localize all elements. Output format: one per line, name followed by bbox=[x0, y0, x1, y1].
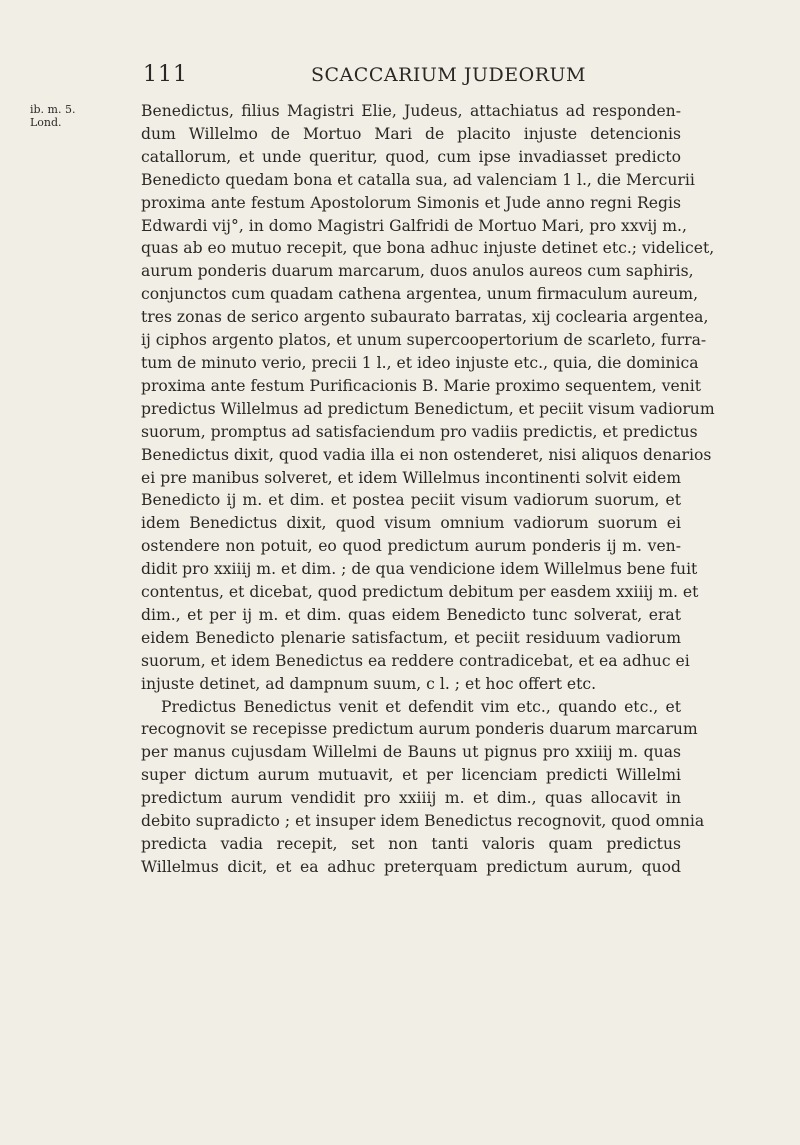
text-line: injuste detinet, ad dampnum suum, c l. ; et hoc offert etc. bbox=[141, 674, 597, 693]
text-line: per manus cujusdam Willelmi de Bauns ut pignus pro xxiiij m. quas bbox=[141, 743, 681, 762]
text-line: contentus, et dicebat, quod predictum debitum per easdem xxiiij m. et bbox=[141, 583, 699, 602]
text-line: Predictus Benedictus venit et defendit vim etc., quando etc., et bbox=[161, 697, 681, 716]
text-line: aurum ponderis duarum marcarum, duos anulos aureos cum saphiris, bbox=[141, 262, 694, 281]
text-line: conjunctos cum quadam cathena argentea, unum firmaculum aureum, bbox=[141, 285, 699, 304]
text-line: suorum, promptus ad satisfaciendum pro vadiis predictis, et predictus bbox=[141, 422, 698, 441]
margin-note bbox=[30, 103, 80, 129]
text-line: quas ab eo mutuo recepit, que bona adhuc injuste detinet etc.; videlicet, bbox=[141, 239, 715, 258]
text-line: ij ciphos argento platos, et unum supercoopertorium de scarleto, furra- bbox=[141, 331, 707, 350]
text-line: didit pro xxiiij m. et dim. ; de qua vendicione idem Willelmus bene fuit bbox=[141, 560, 698, 579]
text-line: ostendere non potuit, eo quod predictum aurum ponderis ij m. ven- bbox=[141, 537, 681, 556]
text-line: tum de minuto verio, precii 1 l., et ideo injuste etc., quia, die dominica bbox=[141, 353, 699, 372]
text-line: catallorum, et unde queritur, quod, cum ipse invadiasset predicto bbox=[141, 147, 681, 166]
margin-note-line: Lond. bbox=[30, 116, 62, 129]
text-line: predictus Willelmus ad predictum Benedictum, et peciit visum vadiorum bbox=[141, 399, 715, 418]
body-text bbox=[141, 100, 715, 879]
text-line: dim., et per ij m. et dim. quas eidem Benedicto tunc solverat, erat bbox=[141, 605, 681, 624]
text-line: debito supradicto ; et insuper idem Benedictus recognovit, quod omnia bbox=[141, 812, 705, 831]
text-line: predictum aurum vendidit pro xxiiij m. et dim., quas allocavit in bbox=[141, 789, 681, 808]
text-line: Edwardi vij°, in domo Magistri Galfridi de Mortuo Mari, pro xxvij m., bbox=[141, 216, 687, 235]
text-line: super dictum aurum mutuavit, et per licenciam predicti Willelmi bbox=[141, 766, 681, 785]
text-line: Benedictus dixit, quod vadia illa ei non ostenderet, nisi aliquos denarios bbox=[141, 445, 712, 464]
text-line: idem Benedictus dixit, quod visum omnium vadiorum suorum ei bbox=[141, 514, 681, 533]
text-line: dum Willelmo de Mortuo Mari de placito injuste detencionis bbox=[141, 124, 681, 143]
text-line: proxima ante festum Purificacionis B. Marie proximo sequentem, venit bbox=[141, 376, 702, 395]
text-line: Benedictus, filius Magistri Elie, Judeus, attachiatus ad responden- bbox=[141, 102, 681, 120]
margin-note-line: ib. m. 5. bbox=[30, 103, 76, 116]
text-line: Willelmus dicit, et ea adhuc preterquam predictum aurum, quod bbox=[141, 857, 681, 876]
text-line: ei pre manibus solveret, et idem Willelmus incontinenti solvit eidem bbox=[141, 468, 681, 487]
text-line: Benedicto quedam bona et catalla sua, ad valenciam 1 l., die Mercurii bbox=[141, 170, 695, 189]
text-line: tres zonas de serico argento subaurato barratas, xij coclearia argentea, bbox=[141, 308, 709, 327]
text-line: eidem Benedicto plenarie satisfactum, et peciit residuum vadiorum bbox=[141, 628, 681, 647]
running-title: SCACCARIUM JUDEORUM bbox=[311, 64, 586, 86]
text-line: proxima ante festum Apostolorum Simonis et Jude anno regni Regis bbox=[141, 193, 681, 212]
paragraph bbox=[141, 696, 705, 879]
page-header bbox=[0, 62, 800, 88]
page-number: 111 bbox=[143, 62, 188, 87]
text-line: predicta vadia recepit, set non tanti valoris quam predictus bbox=[141, 835, 681, 853]
text-line: Benedicto ij m. et dim. et postea peciit visum vadiorum suorum, et bbox=[141, 491, 681, 510]
paragraph bbox=[141, 100, 715, 696]
text-line: suorum, et idem Benedictus ea reddere contradicebat, et ea adhuc ei bbox=[141, 651, 690, 670]
text-line: recognovit se recepisse predictum aurum ponderis duarum marcarum bbox=[141, 720, 698, 739]
